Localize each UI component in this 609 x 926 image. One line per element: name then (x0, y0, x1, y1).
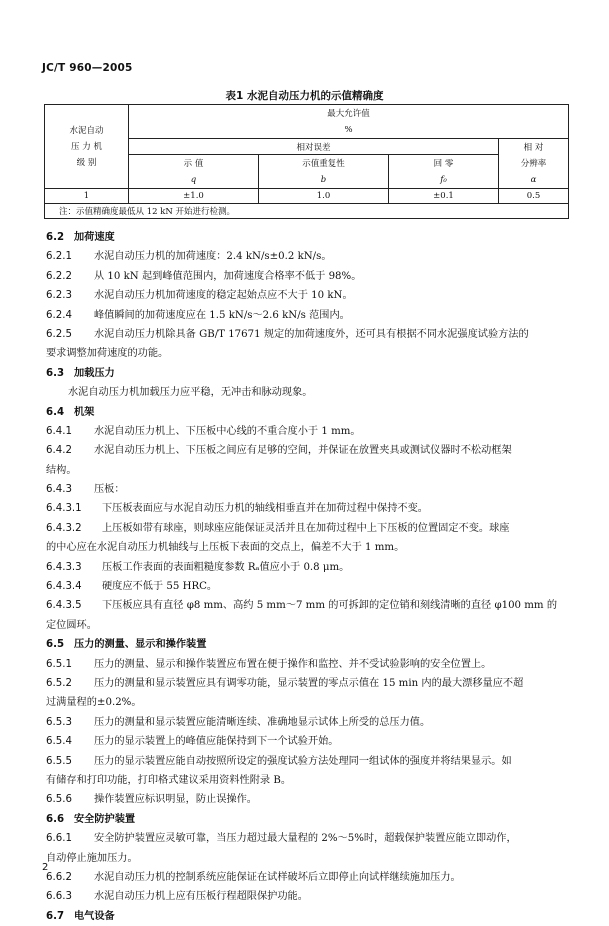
paragraph-line (46, 383, 574, 402)
clause-text: 水泥自动压力机的加荷速度：2.4 kN/s±0.2 kN/s。 (94, 251, 332, 263)
paragraph-line (46, 538, 574, 557)
section-heading (46, 907, 574, 926)
repeatability-header (259, 155, 389, 189)
paragraph-line (46, 752, 574, 771)
symbol-b: b (320, 174, 327, 185)
paragraph-line (46, 868, 574, 887)
clause-number: 6.5.2 (46, 677, 72, 689)
level-header-line: 压 力 机 (71, 141, 102, 152)
clause-number: 6.6.2 (46, 871, 72, 883)
clause-number: 6.5.6 (46, 794, 72, 806)
resolution-header (499, 139, 569, 189)
section-heading (46, 403, 574, 422)
resolution-label: 相 对 (523, 142, 544, 153)
clause-text: 压力的测量和显示装置应能清晰连续、准确地显示试体上所受的总压力值。 (94, 716, 431, 728)
clause-number: 6.4.3.4 (46, 581, 82, 593)
clause-text: 压力的测量和显示装置应具有调零功能，显示装置的零点示值在 15 min 内的最大漂移量应不超 (94, 677, 524, 689)
max-error-label: 最大允许值 (327, 108, 370, 119)
indication-label: 示 值 (183, 158, 204, 169)
clause-number: 6.5.5 (46, 755, 72, 767)
clause-number: 6.6.1 (46, 833, 72, 845)
paragraph-line (46, 674, 574, 693)
paragraph-line (46, 577, 574, 596)
clause-text: 压力的测量、显示和操作装置应布置在便于操作和监控、并不受试验影响的安全位置上。 (94, 658, 492, 670)
clause-text: 的中心应在水泥自动压力机轴线与上压板下表面的交点上，偏差不大于 1 mm。 (46, 542, 405, 554)
relative-error-header: 相对误差 (129, 139, 499, 155)
percent-unit: % (344, 124, 353, 135)
clause-text: 压板工作表面的表面粗糙度参数 Rₐ值应小于 0.8 μm。 (102, 561, 350, 573)
row-alpha: 0.5 (499, 189, 569, 204)
symbol-q: q (190, 174, 197, 185)
clause-number: 6.5.3 (46, 716, 72, 728)
clause-text: 水泥自动压力机上应有压板行程超限保护功能。 (94, 891, 308, 903)
zero-label: 回 零 (433, 158, 454, 169)
page-number: 2 (42, 862, 49, 873)
clause-number: 6.4.3.1 (46, 503, 82, 515)
clause-text: 水泥自动压力机除具备 GB/T 17671 规定的加荷速度外，还可具有根据不同水泥强度试验方法的 (94, 328, 529, 340)
paragraph-line (46, 325, 574, 344)
paragraph-line (46, 286, 574, 305)
clause-text: 要求调整加荷速度的功能。 (46, 348, 169, 360)
clause-text: 水泥自动压力机加载压力应平稳，无冲击和脉动现象。 (68, 387, 313, 399)
clause-number: 6.4.3 (46, 484, 72, 496)
clause-text: 峰值瞬间的加荷速度应在 1.5 kN/s～2.6 kN/s 范围内。 (94, 309, 350, 321)
row-level: 1 (45, 189, 129, 204)
paragraph-line (46, 655, 574, 674)
clause-text: 操作装置应标识明显，防止误操作。 (94, 794, 257, 806)
level-header-line: 级 别 (76, 157, 97, 168)
table-note: 注：示值精确度最低从 12 kN 开始进行检测。 (45, 204, 569, 219)
clause-text: 压力的测量、显示和操作装置 (74, 639, 207, 651)
clause-text: 下压板表面应与水泥自动压力机的轴线相垂直并在加荷过程中保持不变。 (102, 503, 428, 515)
clause-text: 定位圆环。 (46, 619, 97, 631)
clause-number: 6.4.2 (46, 445, 72, 457)
paragraph-line (46, 499, 574, 518)
clause-text: 加载压力 (74, 367, 115, 379)
clause-number: 6.2.3 (46, 290, 72, 302)
clause-number: 6.2.1 (46, 251, 72, 263)
paragraph-line (46, 519, 574, 538)
paragraph-line (46, 616, 574, 635)
paragraph-line (46, 441, 574, 460)
clause-number: 6.2.4 (46, 309, 72, 321)
clause-text: 电气设备 (74, 910, 115, 922)
paragraph-line (46, 713, 574, 732)
paragraph-line (46, 790, 574, 809)
repeatability-label: 示值重复性 (302, 158, 345, 169)
clause-number: 6.5.1 (46, 658, 72, 670)
paragraph-line (46, 693, 574, 712)
clause-number: 6.4.3.2 (46, 522, 82, 534)
section-heading (46, 364, 574, 383)
symbol-f0: f₀ (440, 174, 447, 185)
section-heading (46, 228, 574, 247)
paragraph-line (46, 247, 574, 266)
row-b: 1.0 (259, 189, 389, 204)
clause-text: 水泥自动压力机上、下压板中心线的不重合度小于 1 mm。 (94, 425, 361, 437)
clause-number: 6.5 (46, 639, 65, 651)
clause-text: 水泥自动压力机的控制系统应能保证在试样破坏后立即停止向试样继续施加压力。 (94, 871, 461, 883)
clause-text: 从 10 kN 起到峰值范围内，加荷速度合格率不低于 98%。 (94, 270, 362, 282)
paragraph-line (46, 887, 574, 906)
clause-number: 6.5.4 (46, 736, 72, 748)
standard-number: JC/T 960—2005 (42, 62, 133, 74)
paragraph-line (46, 461, 574, 480)
clause-number: 6.6.3 (46, 891, 72, 903)
section-heading (46, 810, 574, 829)
paragraph-line (46, 267, 574, 286)
paragraph-line (46, 829, 574, 848)
level-header-cell (45, 105, 129, 189)
row-q: ±1.0 (129, 189, 259, 204)
clause-text: 有储存和打印功能，打印格式建议采用资料性附录 B。 (46, 774, 292, 786)
paragraph-line (46, 771, 574, 790)
clause-text: 安全防护装置应灵敏可靠，当压力超过最大量程的 2%～5%时，超载保护装置应能立即动作， (94, 833, 517, 845)
symbol-alpha: α (530, 174, 537, 185)
section-heading (46, 635, 574, 654)
accuracy-table (44, 104, 569, 219)
paragraph-line (46, 596, 574, 615)
clause-text: 压板： (94, 484, 125, 496)
clause-text: 水泥自动压力机上、下压板之间应有足够的空间，并保证在放置夹具或测试仪器时不松动框架 (94, 445, 512, 457)
paragraph-line (46, 732, 574, 751)
clause-text: 上压板如带有球座，则球座应能保证灵活并且在加荷过程中上下压板的位置固定不变。球座 (102, 522, 510, 534)
clause-text: 过满量程的±0.2%。 (46, 697, 142, 709)
clause-number: 6.6 (46, 813, 65, 825)
zero-header (389, 155, 499, 189)
clause-number: 6.4 (46, 406, 65, 418)
clause-number: 6.4.1 (46, 425, 72, 437)
paragraph-line (46, 480, 574, 499)
clause-text: 加荷速度 (74, 232, 115, 243)
clause-text: 压力的显示装置上的峰值应能保持到下一个试验开始。 (94, 736, 339, 748)
clause-number: 6.2 (46, 232, 65, 243)
clause-number: 6.4.3.5 (46, 600, 82, 612)
max-error-header (129, 105, 569, 139)
clause-number: 6.3 (46, 367, 65, 379)
clause-text: 下压板应具有直径 φ8 mm、高约 5 mm～7 mm 的可拆卸的定位销和刻线清晰的直径 φ100 mm 的 (102, 600, 558, 612)
clause-number: 6.7 (46, 910, 65, 922)
paragraph-line (46, 422, 574, 441)
clause-text: 机架 (74, 406, 95, 418)
row-f0: ±0.1 (389, 189, 499, 204)
paragraph-line (46, 558, 574, 577)
clause-text: 安全防护装置 (74, 813, 136, 825)
clause-text: 硬度应不低于 55 HRC。 (102, 581, 218, 593)
clause-number: 6.2.5 (46, 328, 72, 340)
body-text (46, 228, 574, 926)
paragraph-line (46, 849, 574, 868)
level-header-line: 水泥自动 (69, 125, 104, 136)
clause-text: 结构。 (46, 464, 77, 476)
paragraph-line (46, 306, 574, 325)
indication-header (129, 155, 259, 189)
clause-text: 水泥自动压力机加荷速度的稳定起始点应不大于 10 kN。 (94, 290, 353, 302)
resolution-label: 分辨率 (520, 158, 547, 169)
clause-text: 压力的显示装置应能自动按照所设定的强度试验方法处理同一组试体的强度并将结果显示。如 (94, 755, 512, 767)
clause-text: 自动停止施加压力。 (46, 852, 138, 864)
table-caption: 表1 水泥自动压力机的示值精确度 (225, 90, 384, 102)
clause-number: 6.2.2 (46, 270, 72, 282)
clause-number: 6.4.3.3 (46, 561, 82, 573)
paragraph-line (46, 344, 574, 363)
